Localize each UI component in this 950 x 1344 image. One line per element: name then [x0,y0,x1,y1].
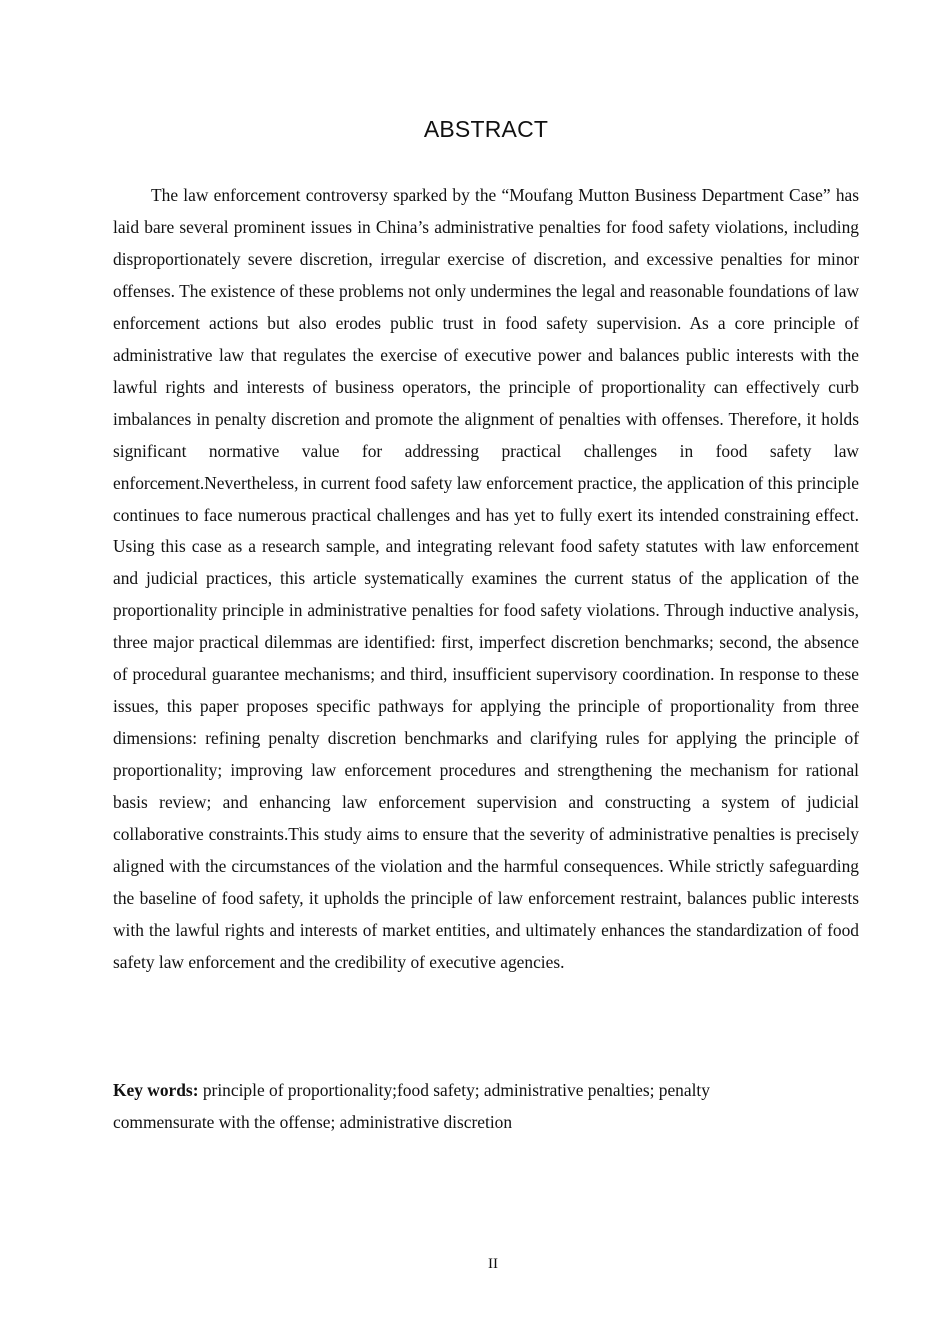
page-number: II [488,1256,498,1272]
keywords-text: principle of proportionality;food safety; administrative penalties; penalty commensurate with the offense; administrative discretion [113,1080,710,1132]
abstract-paragraph: The law enforcement controversy sparked by the “Moufang Mutton Business Department Case” has laid bare several prominent issues in China’s administrative penalties for food safety violations, including disproportionately severe discretion, irregular exercise of discretion, and excessive penalties for minor offenses. The existence of these problems not only undermines the legal and reasonable foundations of law enforcement actions but also erodes public trust in food safety supervision. As a core principle of administrative law that regulates the exercise of executive power and balances public interests with the lawful rights and interests of business operators, the principle of proportionality can effectively curb imbalances in penalty discretion and promote the alignment of penalties with offenses. Therefore, it holds significant normative value for addressing practical challenges in food safety law enforcement.Nevertheless, in current food safety law enforcement practice, the application of this principle continues to face numerous practical challenges and has yet to fully exert its intended constraining effect. Using this case as a research sample, and integrating relevant food safety statutes with law enforcement and judicial practices, this article systematically examines the current status of the application of the proportionality principle in administrative penalties for food safety violations. Through inductive analysis, three major practical dilemmas are identified: first, imperfect discretion benchmarks; second, the absence of procedural guarantee mechanisms; and third, insufficient supervisory coordination. In response to these issues, this paper proposes specific pathways for applying the principle of proportionality from three dimensions: refining penalty discretion benchmarks and clarifying rules for applying the principle of proportionality; improving law enforcement procedures and strengthening the mechanism for rational basis review; and enhancing law enforcement supervision and constructing a system of judicial collaborative constraints.This study aims to ensure that the severity of administrative penalties is precisely aligned with the circumstances of the violation and the harmful consequences. While strictly safeguarding the baseline of food safety, it upholds the principle of law enforcement restraint, balances public interests with the lawful rights and interests of market entities, and ultimately enhances the standardization of food safety law enforcement and the credibility of executive agencies. [113,185,859,972]
keywords-label: Key words: [113,1080,199,1100]
abstract-title: ABSTRACT [423,116,549,142]
keywords-section [113,1074,793,1138]
